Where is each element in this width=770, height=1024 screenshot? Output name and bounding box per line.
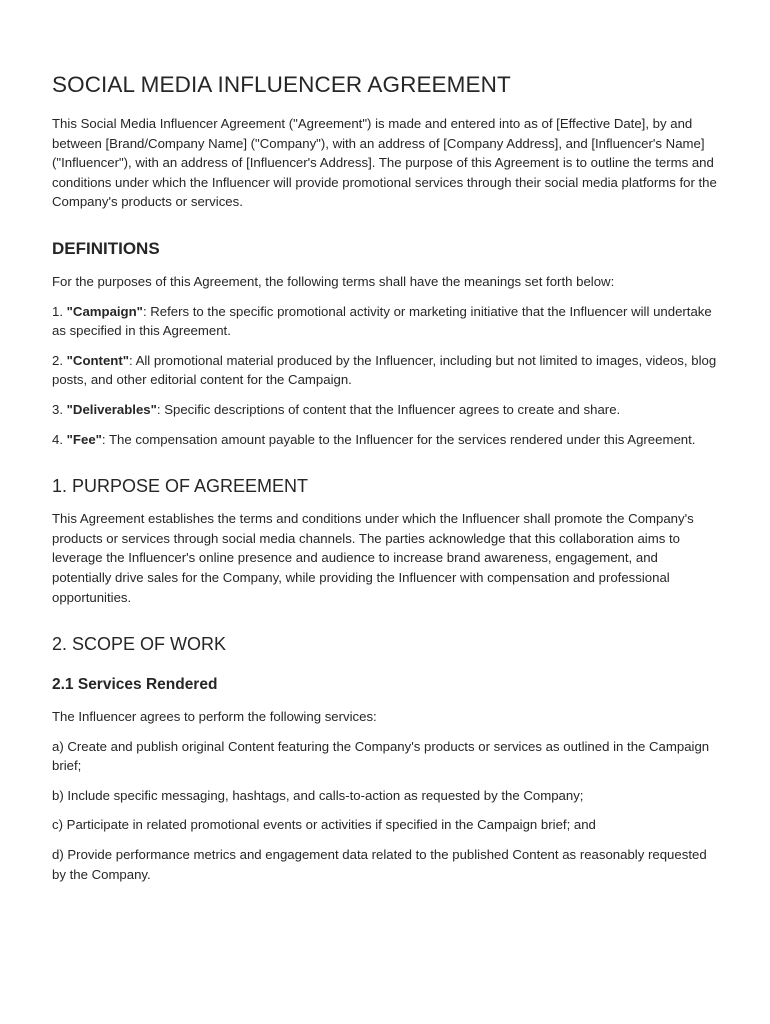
intro-paragraph: This Social Media Influencer Agreement ("Agreement") is made and entered into as of [Effective Date], by and between [Brand/Company Name] ("Company"), with an address of [Company Address], and [Influencer's Name] ("Influencer"), with an address of [Influencer's Address]. The purpose of this Agreement is to outline the terms and conditions under which the Influencer will provide promotional services through their social media platforms for the Company's products or services. bbox=[52, 116, 717, 210]
definition-text: : Specific descriptions of content that the Influencer agrees to create and share. bbox=[156, 401, 621, 417]
services-rendered-heading: 2.1 Services Rendered bbox=[52, 676, 218, 694]
service-item: d) Provide performance metrics and engagement data related to the published Content as reasonably requested by the Company. bbox=[52, 847, 707, 882]
definition-item bbox=[52, 302, 720, 341]
definition-number: 3. bbox=[52, 401, 67, 417]
document-title: SOCIAL MEDIA INFLUENCER AGREEMENT bbox=[52, 72, 511, 97]
definition-number: 1. bbox=[52, 303, 67, 319]
scope-heading: 2. SCOPE OF WORK bbox=[52, 634, 227, 655]
definition-text: : The compensation amount payable to the Influencer for the services rendered under this Agreement. bbox=[101, 431, 696, 447]
definition-term: "Fee" bbox=[66, 431, 102, 447]
definition-text: : Refers to the specific promotional activity or marketing initiative that the Influencer will undertake as specified in this Agreement. bbox=[52, 303, 712, 339]
service-item: a) Create and publish original Content featuring the Company's products or services as outlined in the Campaign brief; bbox=[52, 738, 710, 774]
definition-term: "Campaign" bbox=[66, 303, 143, 319]
definition-item bbox=[52, 351, 720, 390]
definitions-heading: DEFINITIONS bbox=[52, 238, 160, 258]
definition-text: : All promotional material produced by the Influencer, including but not limited to images, videos, blog posts, and other editorial content for the Campaign. bbox=[52, 352, 717, 388]
definition-term: "Deliverables" bbox=[66, 401, 157, 417]
definition-item bbox=[52, 430, 720, 450]
definition-item bbox=[52, 400, 720, 420]
service-item: c) Participate in related promotional events or activities if specified in the Campaign brief; and bbox=[52, 817, 596, 833]
definition-term: "Content" bbox=[66, 352, 129, 368]
services-lead: The Influencer agrees to perform the following services: bbox=[52, 709, 377, 725]
definition-number: 2. bbox=[52, 352, 67, 368]
definition-number: 4. bbox=[52, 431, 67, 447]
service-item: b) Include specific messaging, hashtags, and calls-to-action as requested by the Company; bbox=[52, 787, 584, 803]
purpose-heading: 1. PURPOSE OF AGREEMENT bbox=[52, 476, 309, 497]
definitions-lead: For the purposes of this Agreement, the following terms shall have the meanings set forth below: bbox=[52, 273, 615, 289]
purpose-paragraph: This Agreement establishes the terms and conditions under which the Influencer shall promote the Company's products or services through social media channels. The parties acknowledge that this collaboration aims to leverage the Influencer's online presence and audience to increase brand awareness, engagement, and potentially drive sales for the Company, while providing the Influencer with compensation and professional opportunities. bbox=[52, 511, 694, 605]
